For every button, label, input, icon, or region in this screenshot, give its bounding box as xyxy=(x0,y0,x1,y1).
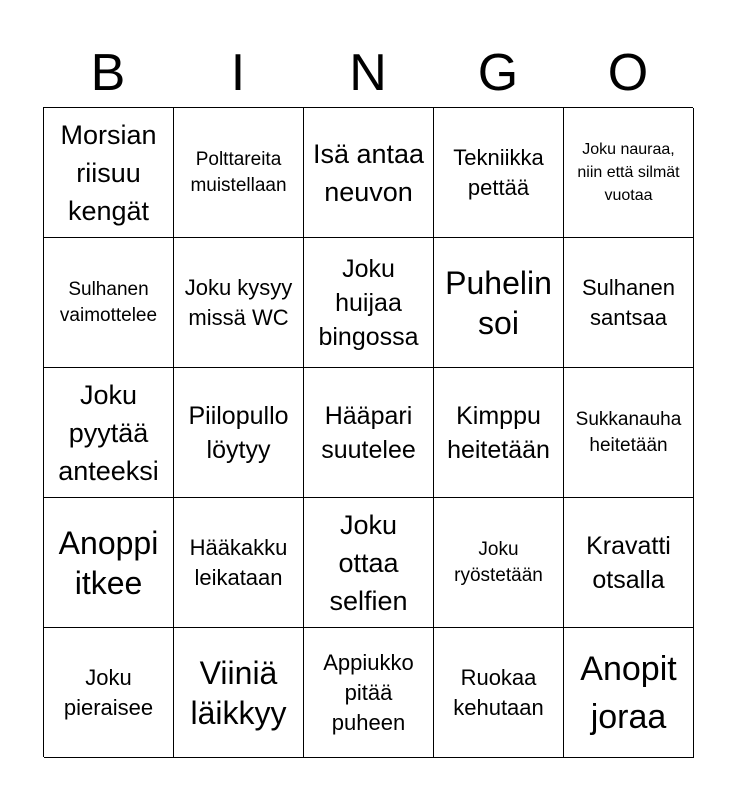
header-letter-n: N xyxy=(349,44,387,102)
cell-text: Isä antaa neuvon xyxy=(312,138,425,207)
cell-text: Hääpari suutelee xyxy=(321,401,416,464)
cell-text: Joku huijaa bingossa xyxy=(318,254,419,351)
bingo-cell[interactable] xyxy=(304,498,434,628)
cell-text: Sulhanen vaimottelee xyxy=(59,278,158,326)
bingo-cell[interactable] xyxy=(174,368,304,498)
bingo-cell[interactable] xyxy=(434,368,564,498)
bingo-cell[interactable] xyxy=(434,238,564,368)
bingo-cell[interactable] xyxy=(304,628,434,758)
bingo-cell[interactable] xyxy=(44,238,174,368)
bingo-cell[interactable] xyxy=(564,108,694,238)
bingo-cell[interactable] xyxy=(44,108,174,238)
bingo-cell[interactable] xyxy=(174,498,304,628)
bingo-cell[interactable] xyxy=(174,628,304,758)
cell-text: Puhelin soi xyxy=(445,264,552,341)
bingo-header xyxy=(43,38,693,108)
cell-text: Joku pyytää anteeksi xyxy=(58,379,159,486)
bingo-cell[interactable] xyxy=(434,108,564,238)
cell-text: Joku ryöstetään xyxy=(454,538,543,586)
header-letter-i: I xyxy=(230,44,246,102)
cell-text: Anopit joraa xyxy=(580,649,677,736)
cell-text: Sukkanauha heitetään xyxy=(575,408,682,456)
bingo-grid xyxy=(43,107,693,757)
header-letter-g: G xyxy=(477,44,519,102)
bingo-cell[interactable] xyxy=(564,238,694,368)
bingo-cell[interactable] xyxy=(434,628,564,758)
bingo-cell[interactable] xyxy=(564,368,694,498)
cell-text: Hääkakku leikataan xyxy=(189,534,288,590)
cell-text: Joku kysyy missä WC xyxy=(184,274,293,330)
cell-text: Morsian riisuu kengät xyxy=(60,119,157,226)
cell-text: Joku nauraa, niin että silmät vuotaa xyxy=(577,141,680,204)
cell-text: Viiniä läikkyy xyxy=(190,654,287,731)
header-letter-o: O xyxy=(607,44,649,102)
cell-text: Anoppi itkee xyxy=(58,524,159,601)
cell-text: Ruokaa kehutaan xyxy=(453,664,544,720)
cell-text: Polttareita muistellaan xyxy=(190,148,287,196)
bingo-cell[interactable] xyxy=(564,628,694,758)
bingo-cell[interactable] xyxy=(564,498,694,628)
bingo-cell[interactable] xyxy=(304,108,434,238)
cell-text: Kimppu heitetään xyxy=(447,401,550,464)
cell-text: Sulhanen santsaa xyxy=(582,274,675,330)
cell-text: Piilopullo löytyy xyxy=(188,401,289,464)
bingo-cell[interactable] xyxy=(44,368,174,498)
bingo-cell[interactable] xyxy=(174,108,304,238)
cell-text: Joku pieraisee xyxy=(63,664,154,720)
cell-text: Appiukko pitää puheen xyxy=(323,649,414,735)
cell-text: Kravatti otsalla xyxy=(586,531,671,594)
cell-text: Tekniikka pettää xyxy=(453,144,544,200)
bingo-cell[interactable] xyxy=(304,368,434,498)
bingo-cell[interactable] xyxy=(174,238,304,368)
bingo-cell[interactable] xyxy=(44,628,174,758)
bingo-cell[interactable] xyxy=(434,498,564,628)
cell-text: Joku ottaa selfien xyxy=(329,509,408,616)
bingo-cell[interactable] xyxy=(44,498,174,628)
bingo-cell[interactable] xyxy=(304,238,434,368)
header-letter-b: B xyxy=(90,44,126,102)
